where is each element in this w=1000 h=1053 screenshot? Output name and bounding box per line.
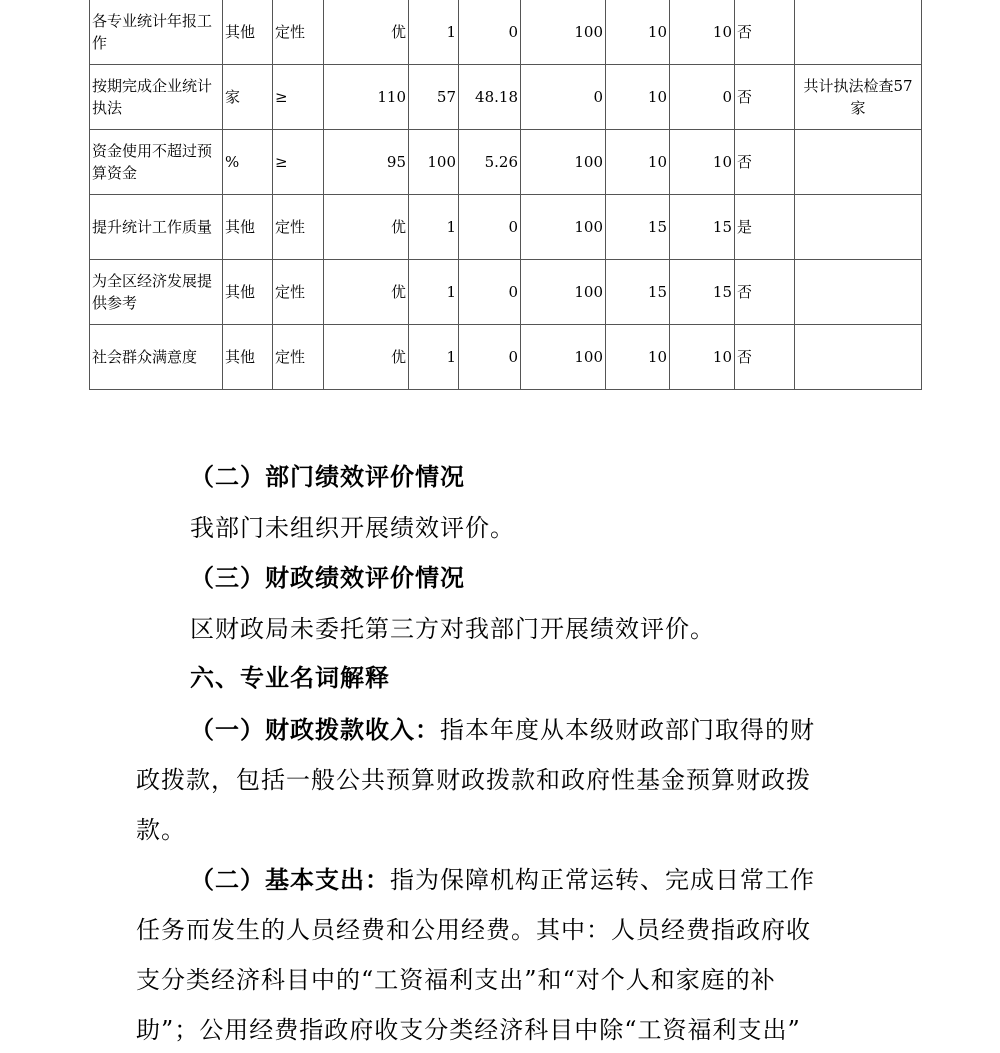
section-3-heading-text: （三）财政绩效评价情况 <box>190 564 465 592</box>
cell-target-value: 优 <box>324 260 409 325</box>
cell-note <box>795 130 922 195</box>
section-2-body: 我部门未组织开展绩效评价。 <box>190 514 515 542</box>
cell-indicator-name: 各专业统计年报工作 <box>90 0 223 65</box>
definition-1-line-1 <box>190 710 815 745</box>
cell-note <box>795 260 922 325</box>
cell-met-flag: 否 <box>735 130 795 195</box>
cell-unit: 其他 <box>223 325 273 390</box>
definition-2-text: 指为保障机构正常运转、完成日常工作 <box>390 866 815 894</box>
table-row <box>90 65 922 130</box>
cell-operator: 定性 <box>273 260 324 325</box>
cell-target-value: 优 <box>324 0 409 65</box>
cell-deviation: 0 <box>459 195 521 260</box>
cell-unit: 其他 <box>223 195 273 260</box>
definition-2-line-1 <box>190 860 815 895</box>
performance-table-body <box>90 0 922 390</box>
cell-indicator-name: 按期完成企业统计执法 <box>90 65 223 130</box>
cell-note: 共计执法检查57家 <box>795 65 922 130</box>
definition-1-text: 指本年度从本级财政部门取得的财 <box>440 716 815 744</box>
cell-actual-value: 57 <box>409 65 459 130</box>
cell-unit: % <box>223 130 273 195</box>
table-row <box>90 325 922 390</box>
cell-deviation: 0 <box>459 0 521 65</box>
definition-2-line-3: 支分类经济科目中的“工资福利支出”和“对个人和家庭的补 <box>136 966 776 994</box>
cell-operator: 定性 <box>273 325 324 390</box>
cell-target-value: 95 <box>324 130 409 195</box>
table-row <box>90 195 922 260</box>
cell-note <box>795 325 922 390</box>
cell-target-value: 110 <box>324 65 409 130</box>
cell-weight: 15 <box>606 260 670 325</box>
cell-met-flag: 否 <box>735 0 795 65</box>
cell-completion-rate: 100 <box>521 195 606 260</box>
table-row <box>90 0 922 65</box>
cell-completion-rate: 100 <box>521 0 606 65</box>
cell-actual-value: 1 <box>409 0 459 65</box>
cell-unit: 家 <box>223 65 273 130</box>
table-row <box>90 130 922 195</box>
cell-actual-value: 100 <box>409 130 459 195</box>
definition-2-term: （二）基本支出： <box>190 866 390 894</box>
cell-unit: 其他 <box>223 0 273 65</box>
cell-completion-rate: 0 <box>521 65 606 130</box>
cell-indicator-name: 提升统计工作质量 <box>90 195 223 260</box>
cell-target-value: 优 <box>324 195 409 260</box>
cell-actual-value: 1 <box>409 195 459 260</box>
cell-actual-value: 1 <box>409 260 459 325</box>
cell-operator: 定性 <box>273 0 324 65</box>
definition-1-line-3: 款。 <box>136 816 186 844</box>
cell-weight: 10 <box>606 325 670 390</box>
cell-weight: 10 <box>606 130 670 195</box>
performance-indicator-table <box>89 0 922 390</box>
cell-deviation: 48.18 <box>459 65 521 130</box>
cell-score: 10 <box>670 130 735 195</box>
section-2-heading: （二）部门绩效评价情况 <box>190 463 465 491</box>
cell-completion-rate: 100 <box>521 325 606 390</box>
cell-deviation: 0 <box>459 260 521 325</box>
cell-met-flag: 否 <box>735 260 795 325</box>
definition-1-line-2: 政拨款，包括一般公共预算财政拨款和政府性基金预算财政拨 <box>136 766 811 794</box>
cell-indicator-name: 资金使用不超过预算资金 <box>90 130 223 195</box>
cell-deviation: 5.26 <box>459 130 521 195</box>
cell-met-flag: 否 <box>735 65 795 130</box>
cell-score: 15 <box>670 260 735 325</box>
cell-note <box>795 0 922 65</box>
cell-weight: 10 <box>606 0 670 65</box>
cell-target-value: 优 <box>324 325 409 390</box>
cell-score: 15 <box>670 195 735 260</box>
cell-operator: ≥ <box>273 65 324 130</box>
cell-indicator-name: 社会群众满意度 <box>90 325 223 390</box>
section-6-heading: 六、专业名词解释 <box>190 664 390 692</box>
definition-2-line-4: 助”；公用经费指政府收支分类经济科目中除“工资福利支出” <box>136 1016 801 1044</box>
cell-completion-rate: 100 <box>521 130 606 195</box>
cell-score: 0 <box>670 65 735 130</box>
section-3-body: 区财政局未委托第三方对我部门开展绩效评价。 <box>190 615 715 643</box>
cell-unit: 其他 <box>223 260 273 325</box>
cell-completion-rate: 100 <box>521 260 606 325</box>
cell-indicator-name: 为全区经济发展提供参考 <box>90 260 223 325</box>
definition-1-term: （一）财政拨款收入： <box>190 716 440 744</box>
cell-operator: 定性 <box>273 195 324 260</box>
cell-note <box>795 195 922 260</box>
cell-met-flag: 否 <box>735 325 795 390</box>
cell-met-flag: 是 <box>735 195 795 260</box>
cell-weight: 15 <box>606 195 670 260</box>
cell-operator: ≥ <box>273 130 324 195</box>
definition-2-line-2: 任务而发生的人员经费和公用经费。其中：人员经费指政府收 <box>136 916 811 944</box>
cell-weight: 10 <box>606 65 670 130</box>
cell-actual-value: 1 <box>409 325 459 390</box>
section-3-heading <box>190 558 465 593</box>
table-row <box>90 260 922 325</box>
cell-score: 10 <box>670 0 735 65</box>
cell-score: 10 <box>670 325 735 390</box>
cell-deviation: 0 <box>459 325 521 390</box>
